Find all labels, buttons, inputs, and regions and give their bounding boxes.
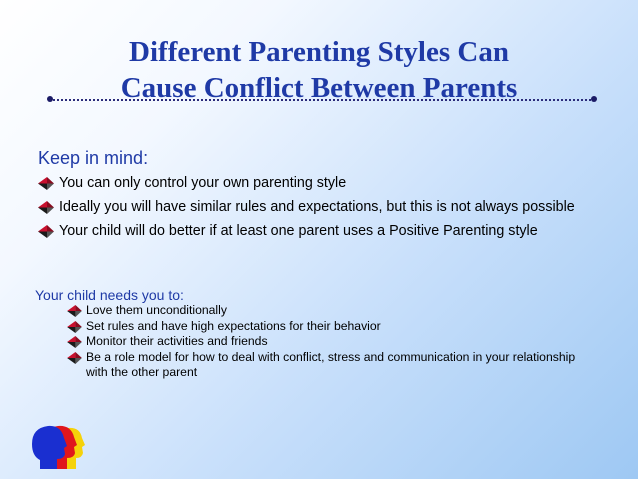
list-item-text: Ideally you will have similar rules and expectations, but this is not always possible [59, 199, 575, 215]
diamond-arrow-icon [38, 177, 54, 190]
rule-end-dot-right [591, 96, 597, 102]
list-item-text: Love them unconditionally [86, 303, 227, 317]
diamond-arrow-icon [67, 336, 82, 348]
title-line-1: Different Parenting Styles Can [129, 36, 509, 68]
list-item-text: Monitor their activities and friends [86, 334, 268, 348]
rule-end-dot-left [47, 96, 53, 102]
list-item [67, 350, 587, 381]
list-item [67, 334, 587, 350]
section-heading-keep-in-mind: Keep in mind: [38, 148, 149, 168]
diamond-arrow-icon [67, 321, 82, 333]
diamond-arrow-icon [67, 352, 82, 364]
list-item-text: You can only control your own parenting style [59, 175, 347, 191]
list-item [38, 222, 598, 241]
list-item-text: Set rules and have high expectations for their behavior [86, 318, 381, 333]
list-item [38, 198, 598, 217]
section-heading-child-needs: Your child needs you to: [35, 287, 184, 303]
title-dotted-rule [50, 99, 594, 101]
title-line-2: Cause Conflict Between Parents [120, 72, 518, 104]
list-item [67, 319, 587, 335]
keep-in-mind-list [38, 174, 598, 246]
diamond-arrow-icon [38, 201, 54, 214]
list-item [67, 303, 587, 319]
list-item [38, 174, 598, 193]
list-item-text: Your child will do better if at least one parent uses a Positive Parenting style [59, 223, 538, 239]
child-needs-list [67, 303, 587, 381]
diamond-arrow-icon [67, 305, 82, 317]
diamond-arrow-icon [38, 225, 54, 238]
list-item-text: Be a role model for how to deal with conflict, stress and communication in your relationship with the other parent [86, 349, 576, 379]
slide-title [0, 34, 638, 106]
profile-heads-logo [32, 420, 92, 470]
